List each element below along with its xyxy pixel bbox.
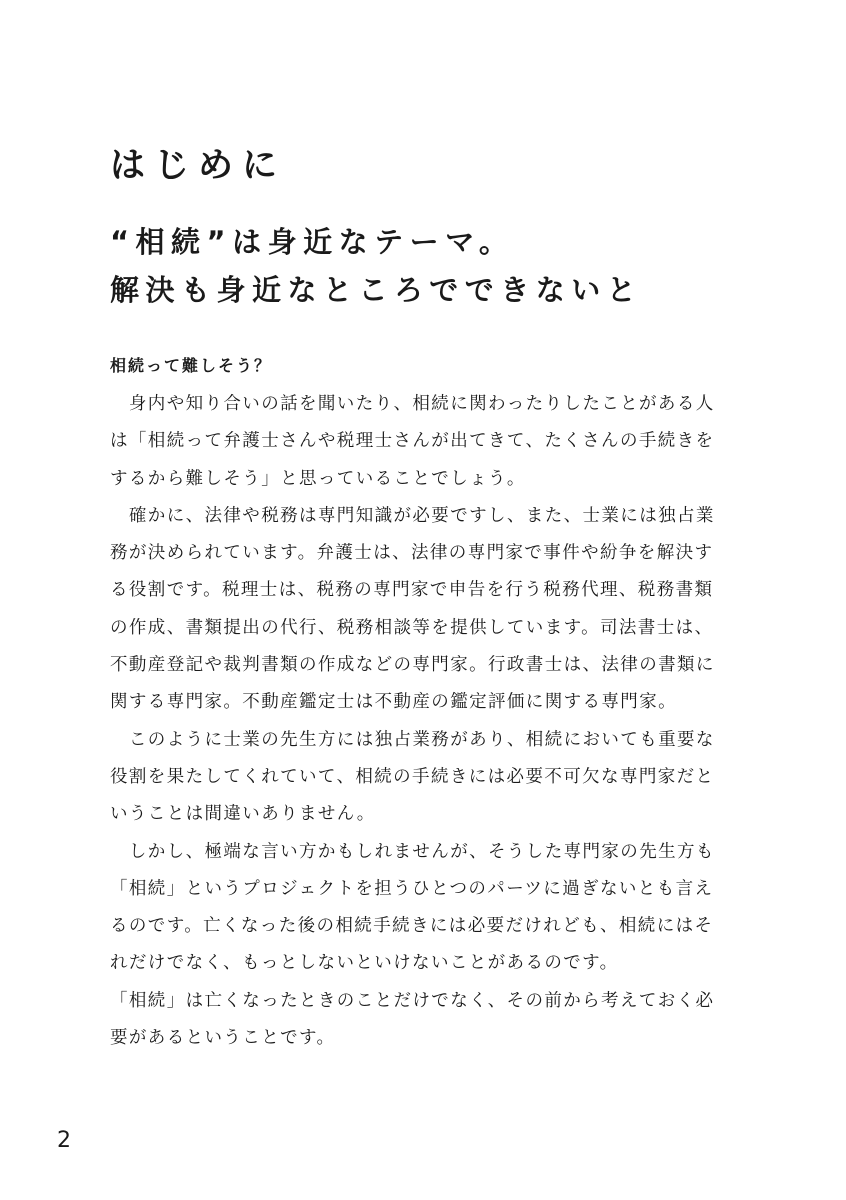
lead-line: “相続”は身近なテーマ。 <box>110 225 515 259</box>
body-line: は「相続って弁護士さんや税理士さんが出てきて、たくさんの手続きを <box>110 431 715 452</box>
body-line: このように士業の先生方には独占業務があり、相続においても重要な <box>110 729 715 750</box>
body-line: る役割です。税理士は、税務の専門家で申告を行う税務代理、税務書類 <box>110 580 714 601</box>
body-line: しかし、極端な言い方かもしれませんが、そうした専門家の先生方も <box>110 841 715 862</box>
body-section <box>110 350 732 1057</box>
page-number: 2 <box>57 1128 71 1153</box>
body-line: 「相続」は亡くなったときのことだけでなく、その前から考えておく必 <box>110 990 715 1011</box>
lead-heading <box>110 218 642 314</box>
body-line: 要があるということです。 <box>110 1028 336 1049</box>
body-line: 不動産登記や裁判書類の作成などの専門家。行政書士は、法律の書類に <box>110 655 715 676</box>
body-line: 身内や知り合いの話を聞いたり、相続に関わったりしたことがある人 <box>110 394 715 414</box>
body-line: の作成、書類提出の代行、税務相談等を提供しています。司法書士は、 <box>110 617 714 638</box>
lead-line: 解決も身近なところでできないと <box>110 273 643 307</box>
body-line: 「相続」というプロジェクトを担うひとつのパーツに過ぎないとも言え <box>110 878 714 899</box>
page-title: はじめに <box>110 146 287 186</box>
body-line: 役割を果たしてくれていて、相続の手続きには必要不可欠な専門家だと <box>110 766 715 787</box>
body-line: 務が決められています。弁護士は、法律の専門家で事件や紛争を解決す <box>110 543 714 564</box>
body-line: 確かに、法律や税務は専門知識が必要ですし、また、士業には独占業 <box>110 505 715 526</box>
body-line: 関する専門家。不動産鑑定士は不動産の鑑定評価に関する専門家。 <box>110 692 677 713</box>
body-line: るのです。亡くなった後の相続手続きには必要だけれども、相続にはそ <box>110 916 714 937</box>
body-line: するから難しそう」と思っていることでしょう。 <box>110 468 526 489</box>
body-line: いうことは間違いありません。 <box>110 804 376 825</box>
section-heading: 相続って難しそう？ <box>110 356 273 375</box>
body-line: れだけでなく、もっとしないといけないことがあるのです。 <box>110 953 619 974</box>
